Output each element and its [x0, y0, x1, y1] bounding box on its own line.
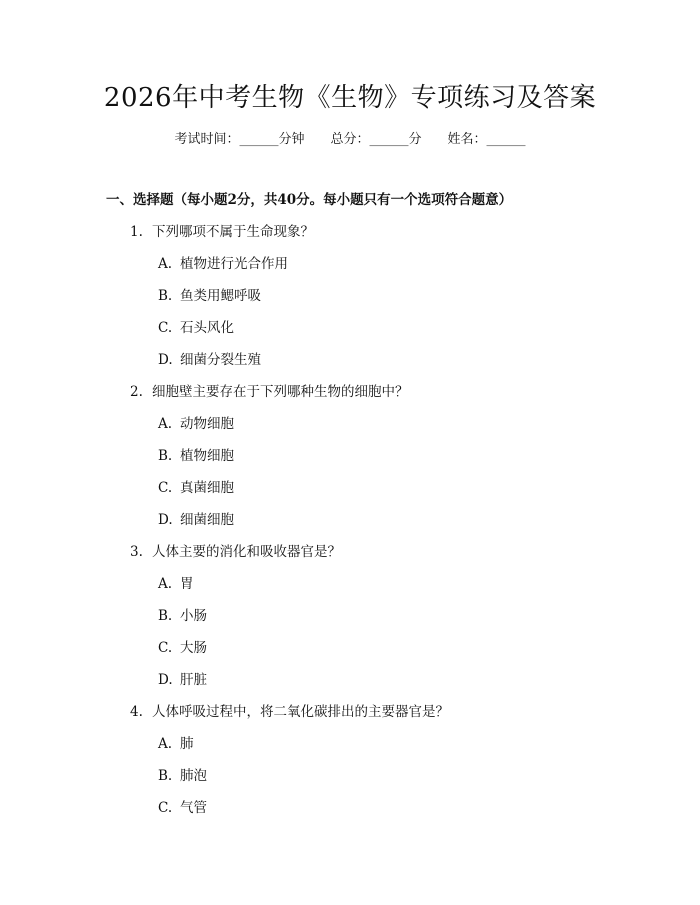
option-3a [158, 574, 194, 594]
option-3c [158, 638, 207, 658]
exam-info-line [0, 130, 700, 150]
option-letter: A. [158, 256, 173, 272]
exam-score-field: 总分：______分 [330, 132, 422, 147]
option-3d [158, 670, 207, 690]
option-1d [158, 350, 261, 370]
option-4c [158, 798, 207, 818]
option-text: 细菌分裂生殖 [180, 352, 261, 368]
option-letter: D. [158, 352, 173, 368]
question-text: 人体呼吸过程中，将二氧化碳排出的主要器官是？ [152, 704, 449, 720]
question-number: 3. [130, 544, 143, 560]
question-text: 细胞壁主要存在于下列哪种生物的细胞中？ [152, 384, 409, 400]
option-letter: A. [158, 736, 173, 752]
option-text: 真菌细胞 [180, 480, 234, 496]
option-text: 肺 [180, 736, 194, 752]
option-letter: C. [158, 800, 173, 816]
option-1c [158, 318, 234, 338]
section-heading: 一、选择题（每小题2分，共40分。每小题只有一个选项符合题意） [106, 192, 513, 208]
option-letter: D. [158, 512, 173, 528]
option-letter: B. [158, 768, 173, 784]
option-letter: A. [158, 576, 173, 592]
option-letter: B. [158, 608, 173, 624]
exam-name-field: 姓名：______ [447, 132, 526, 147]
option-letter: C. [158, 480, 173, 496]
page-title: 2026年中考生物《生物》专项练习及答案 [103, 83, 597, 113]
option-letter: B. [158, 288, 173, 304]
option-text: 植物进行光合作用 [180, 256, 288, 272]
option-text: 肺泡 [180, 768, 207, 784]
option-text: 动物细胞 [180, 416, 234, 432]
option-letter: B. [158, 448, 173, 464]
question-2 [130, 382, 409, 402]
question-text: 下列哪项不属于生命现象？ [152, 224, 314, 240]
option-4b [158, 766, 207, 786]
option-2d [158, 510, 234, 530]
option-2a [158, 414, 234, 434]
option-4a [158, 734, 194, 754]
option-1a [158, 254, 288, 274]
question-number: 1. [130, 224, 143, 240]
option-text: 植物细胞 [180, 448, 234, 464]
exam-time-field: 考试时间：______分钟 [174, 132, 305, 147]
question-number: 2. [130, 384, 143, 400]
option-1b [158, 286, 261, 306]
option-text: 鱼类用鳃呼吸 [180, 288, 261, 304]
option-letter: C. [158, 320, 173, 336]
option-letter: C. [158, 640, 173, 656]
option-text: 肝脏 [180, 672, 207, 688]
option-letter: A. [158, 416, 173, 432]
option-2c [158, 478, 234, 498]
question-4 [130, 702, 449, 722]
question-3 [130, 542, 341, 562]
option-text: 气管 [180, 800, 207, 816]
option-text: 石头风化 [180, 320, 234, 336]
option-letter: D. [158, 672, 173, 688]
question-number: 4. [130, 704, 143, 720]
option-3b [158, 606, 207, 626]
question-text: 人体主要的消化和吸收器官是？ [152, 544, 341, 560]
option-text: 小肠 [180, 608, 207, 624]
option-text: 胃 [180, 576, 194, 592]
option-text: 细菌细胞 [180, 512, 234, 528]
option-text: 大肠 [180, 640, 207, 656]
question-1 [130, 222, 314, 242]
option-2b [158, 446, 234, 466]
